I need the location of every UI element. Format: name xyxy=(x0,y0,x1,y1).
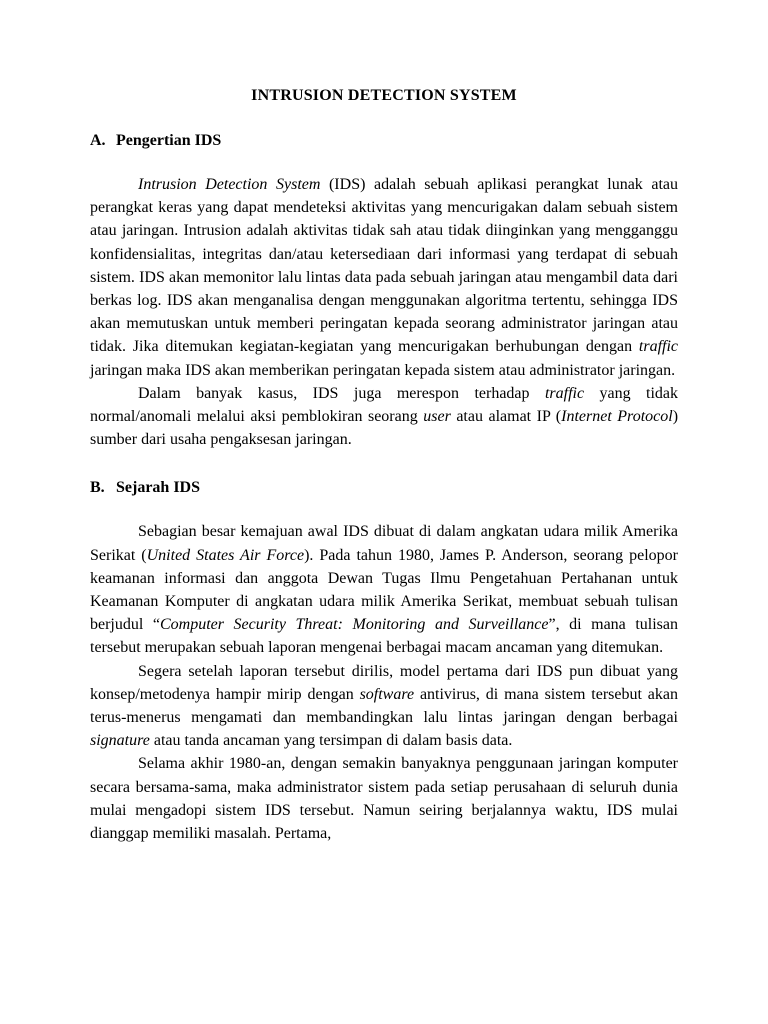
paragraph xyxy=(90,520,678,659)
document-title: INTRUSION DETECTION SYSTEM xyxy=(251,87,517,104)
section-heading xyxy=(90,129,678,153)
text-run: (IDS) adalah sebuah aplikasi perangkat lunak atau perangkat keras yang dapat mendeteksi aktivitas yang mencurigakan dalam sebuah sistem atau jaringan. Intrusion adalah aktivitas tidak sah atau tidak diinginkan yang mengganggu konfidensialitas, integritas dan/atau ketersediaan dari informasi yang terdapat di sebuah sistem. IDS akan memonitor lalu lintas data pada sebuah jaringan atau mengambil data dari berkas log. IDS akan menganalisa dengan menggunakan algoritma tertentu, sehingga IDS akan memutuskan untuk memberi peringatan kepada seorang administrator jaringan atau tidak. Jika ditemukan kegiatan-kegiatan yang mencurigakan berhubungan dengan xyxy=(90,176,679,356)
italic-term: United States Air Force xyxy=(146,546,305,564)
italic-term: software xyxy=(359,685,415,703)
text-run: Segera setelah laporan tersebut dirilis, model pertama dari IDS pun dibuat yang konsep/metodenya hampir mirip dengan xyxy=(90,662,678,703)
text-run: ). Pada tahun 1980, James P. Anderson, seorang pelopor keamanan informasi dan anggota Dewan Tugas Ilmu Pengetahuan Pertahanan untuk Keamanan Komputer di angkatan udara milik Amerika Serikat, membuat sebuah tulisan berjudul “ xyxy=(90,546,679,634)
section-number: A. xyxy=(90,132,106,149)
text-run: Dalam banyak kasus, IDS juga merespon terhadap xyxy=(138,384,545,402)
italic-term: traffic xyxy=(638,338,678,356)
paragraph xyxy=(90,660,678,753)
text-run: jaringan maka IDS akan memberikan peringatan kepada sistem atau administrator jaringan. xyxy=(90,361,676,379)
text-run: antivirus, di mana sistem tersebut akan terus-menerus mengamati dan membandingkan lalu lintas jaringan dengan berbagai xyxy=(90,685,679,727)
italic-term: Internet Protocol xyxy=(561,408,673,426)
italic-term: signature xyxy=(90,732,150,750)
text-run: Selama akhir 1980-an, dengan semakin banyaknya penggunaan jaringan komputer secara bersama-sama, maka administrator sistem pada setiap perusahaan di seluruh dunia mulai mengadopi sistem IDS tersebut. Namun seiring berjalannya waktu, IDS mulai dianggap memiliki masalah. Pertama, xyxy=(90,755,678,843)
section-title: Pengertian IDS xyxy=(116,132,222,149)
text-run: Sebagian besar kemajuan awal IDS dibuat di dalam angkatan udara milik Amerika Serikat ( xyxy=(90,523,678,564)
text-run: yang tidak normal/anomali melalui aksi pemblokiran seorang xyxy=(90,384,679,426)
text-run: ”, di mana tulisan tersebut merupakan sebuah laporan mengenai berbagai macam ancaman yang ditemukan. xyxy=(90,616,679,657)
text-run: atau alamat IP ( xyxy=(450,408,562,426)
section-sejarah xyxy=(90,476,678,845)
text-run: ) sumber dari usaha pengaksesan jaringan. xyxy=(90,408,679,449)
italic-term: traffic xyxy=(544,384,585,402)
paragraph xyxy=(90,752,678,845)
paragraph xyxy=(90,382,678,452)
section-pengertian xyxy=(90,129,678,451)
section-heading xyxy=(90,476,678,500)
section-title: Sejarah IDS xyxy=(116,479,201,497)
italic-term: Computer Security Threat: Monitoring and Surveillance xyxy=(159,616,549,634)
text-run: atau tanda ancaman yang tersimpan di dalam basis data. xyxy=(149,732,513,750)
paragraph xyxy=(90,173,678,382)
section-number: B. xyxy=(90,479,105,497)
italic-term: user xyxy=(423,408,451,426)
italic-term: Intrusion Detection System xyxy=(138,176,321,193)
